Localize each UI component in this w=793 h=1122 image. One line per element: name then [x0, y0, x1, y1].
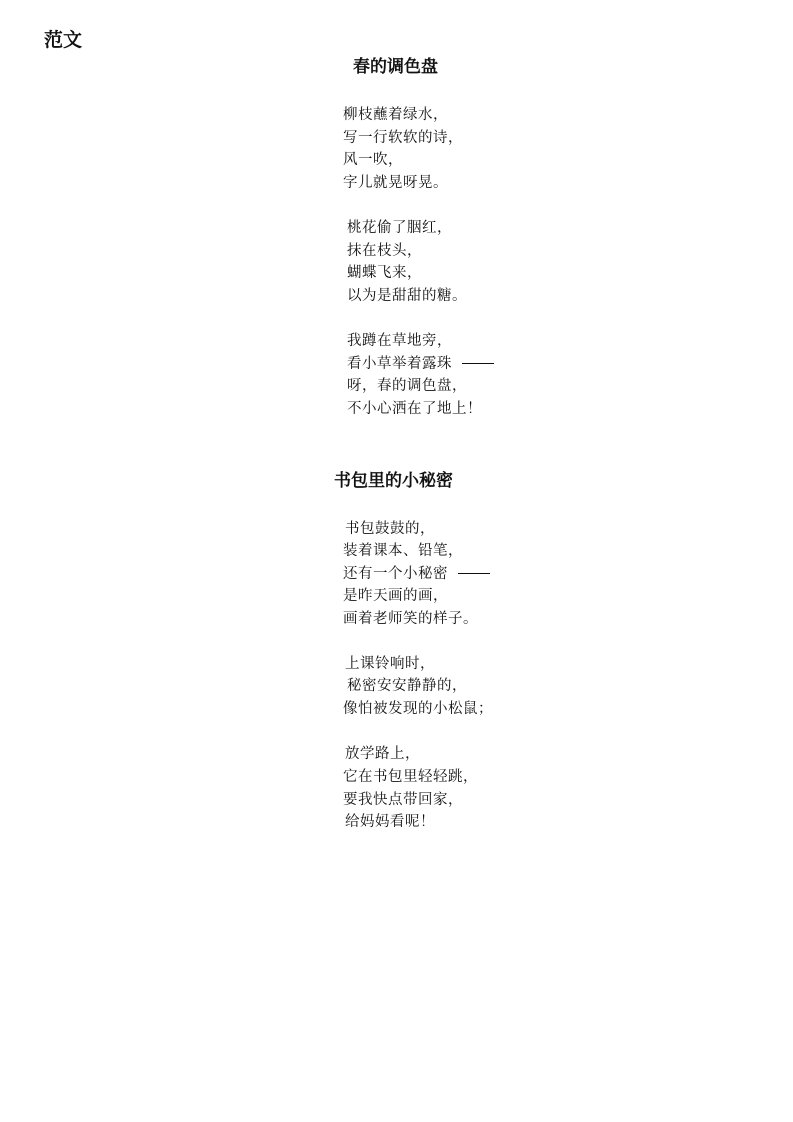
poem-line-with-dash: [343, 564, 490, 584]
poem-line: 秘密安安静静的，: [347, 678, 467, 694]
poem-line-with-dash: [347, 354, 494, 374]
poem-line: 呀，春的调色盘，: [347, 378, 467, 394]
em-dash-mark: [462, 363, 494, 364]
poem-line: 它在书包里轻轻跳，: [343, 769, 478, 785]
poem-line: 写一行软软的诗，: [343, 130, 463, 146]
poem-line: 放学路上，: [345, 746, 420, 762]
poem-line: 风一吹，: [343, 152, 403, 168]
poem-line: 桃花偷了胭红，: [347, 220, 452, 236]
poem-line-text: 还有一个小秘密: [343, 566, 448, 582]
poem-line: 抹在枝头，: [347, 243, 422, 259]
poem-line: 蝴蝶飞来，: [347, 265, 422, 281]
poem-line: 以为是甜甜的糖。: [347, 288, 467, 304]
poem-line: 柳枝蘸着绿水，: [343, 107, 448, 123]
poem-line: 书包鼓鼓的，: [345, 521, 435, 537]
poem-line: 像怕被发现的小松鼠；: [343, 701, 493, 717]
poem-line: 装着课本、铅笔，: [343, 543, 463, 559]
em-dash-mark: [458, 573, 490, 574]
poem-line: 给妈妈看呢！: [345, 814, 435, 830]
poem-title: 春的调色盘: [353, 57, 438, 77]
poem-line-text: 看小草举着露珠: [347, 356, 452, 372]
poem-line: 字儿就晃呀晃。: [343, 175, 448, 191]
poem-line: 要我快点带回家，: [343, 792, 463, 808]
poem-line: 我蹲在草地旁，: [347, 333, 452, 349]
poem-line: 是昨天画的画，: [343, 588, 448, 604]
poem-line: 不小心洒在了地上！: [347, 401, 482, 417]
poem-line: 上课铃响时，: [345, 656, 435, 672]
poem-title: 书包里的小秘密: [334, 471, 453, 491]
poem-line: 画着老师笑的样子。: [343, 611, 478, 627]
section-label: 范文: [44, 29, 83, 51]
